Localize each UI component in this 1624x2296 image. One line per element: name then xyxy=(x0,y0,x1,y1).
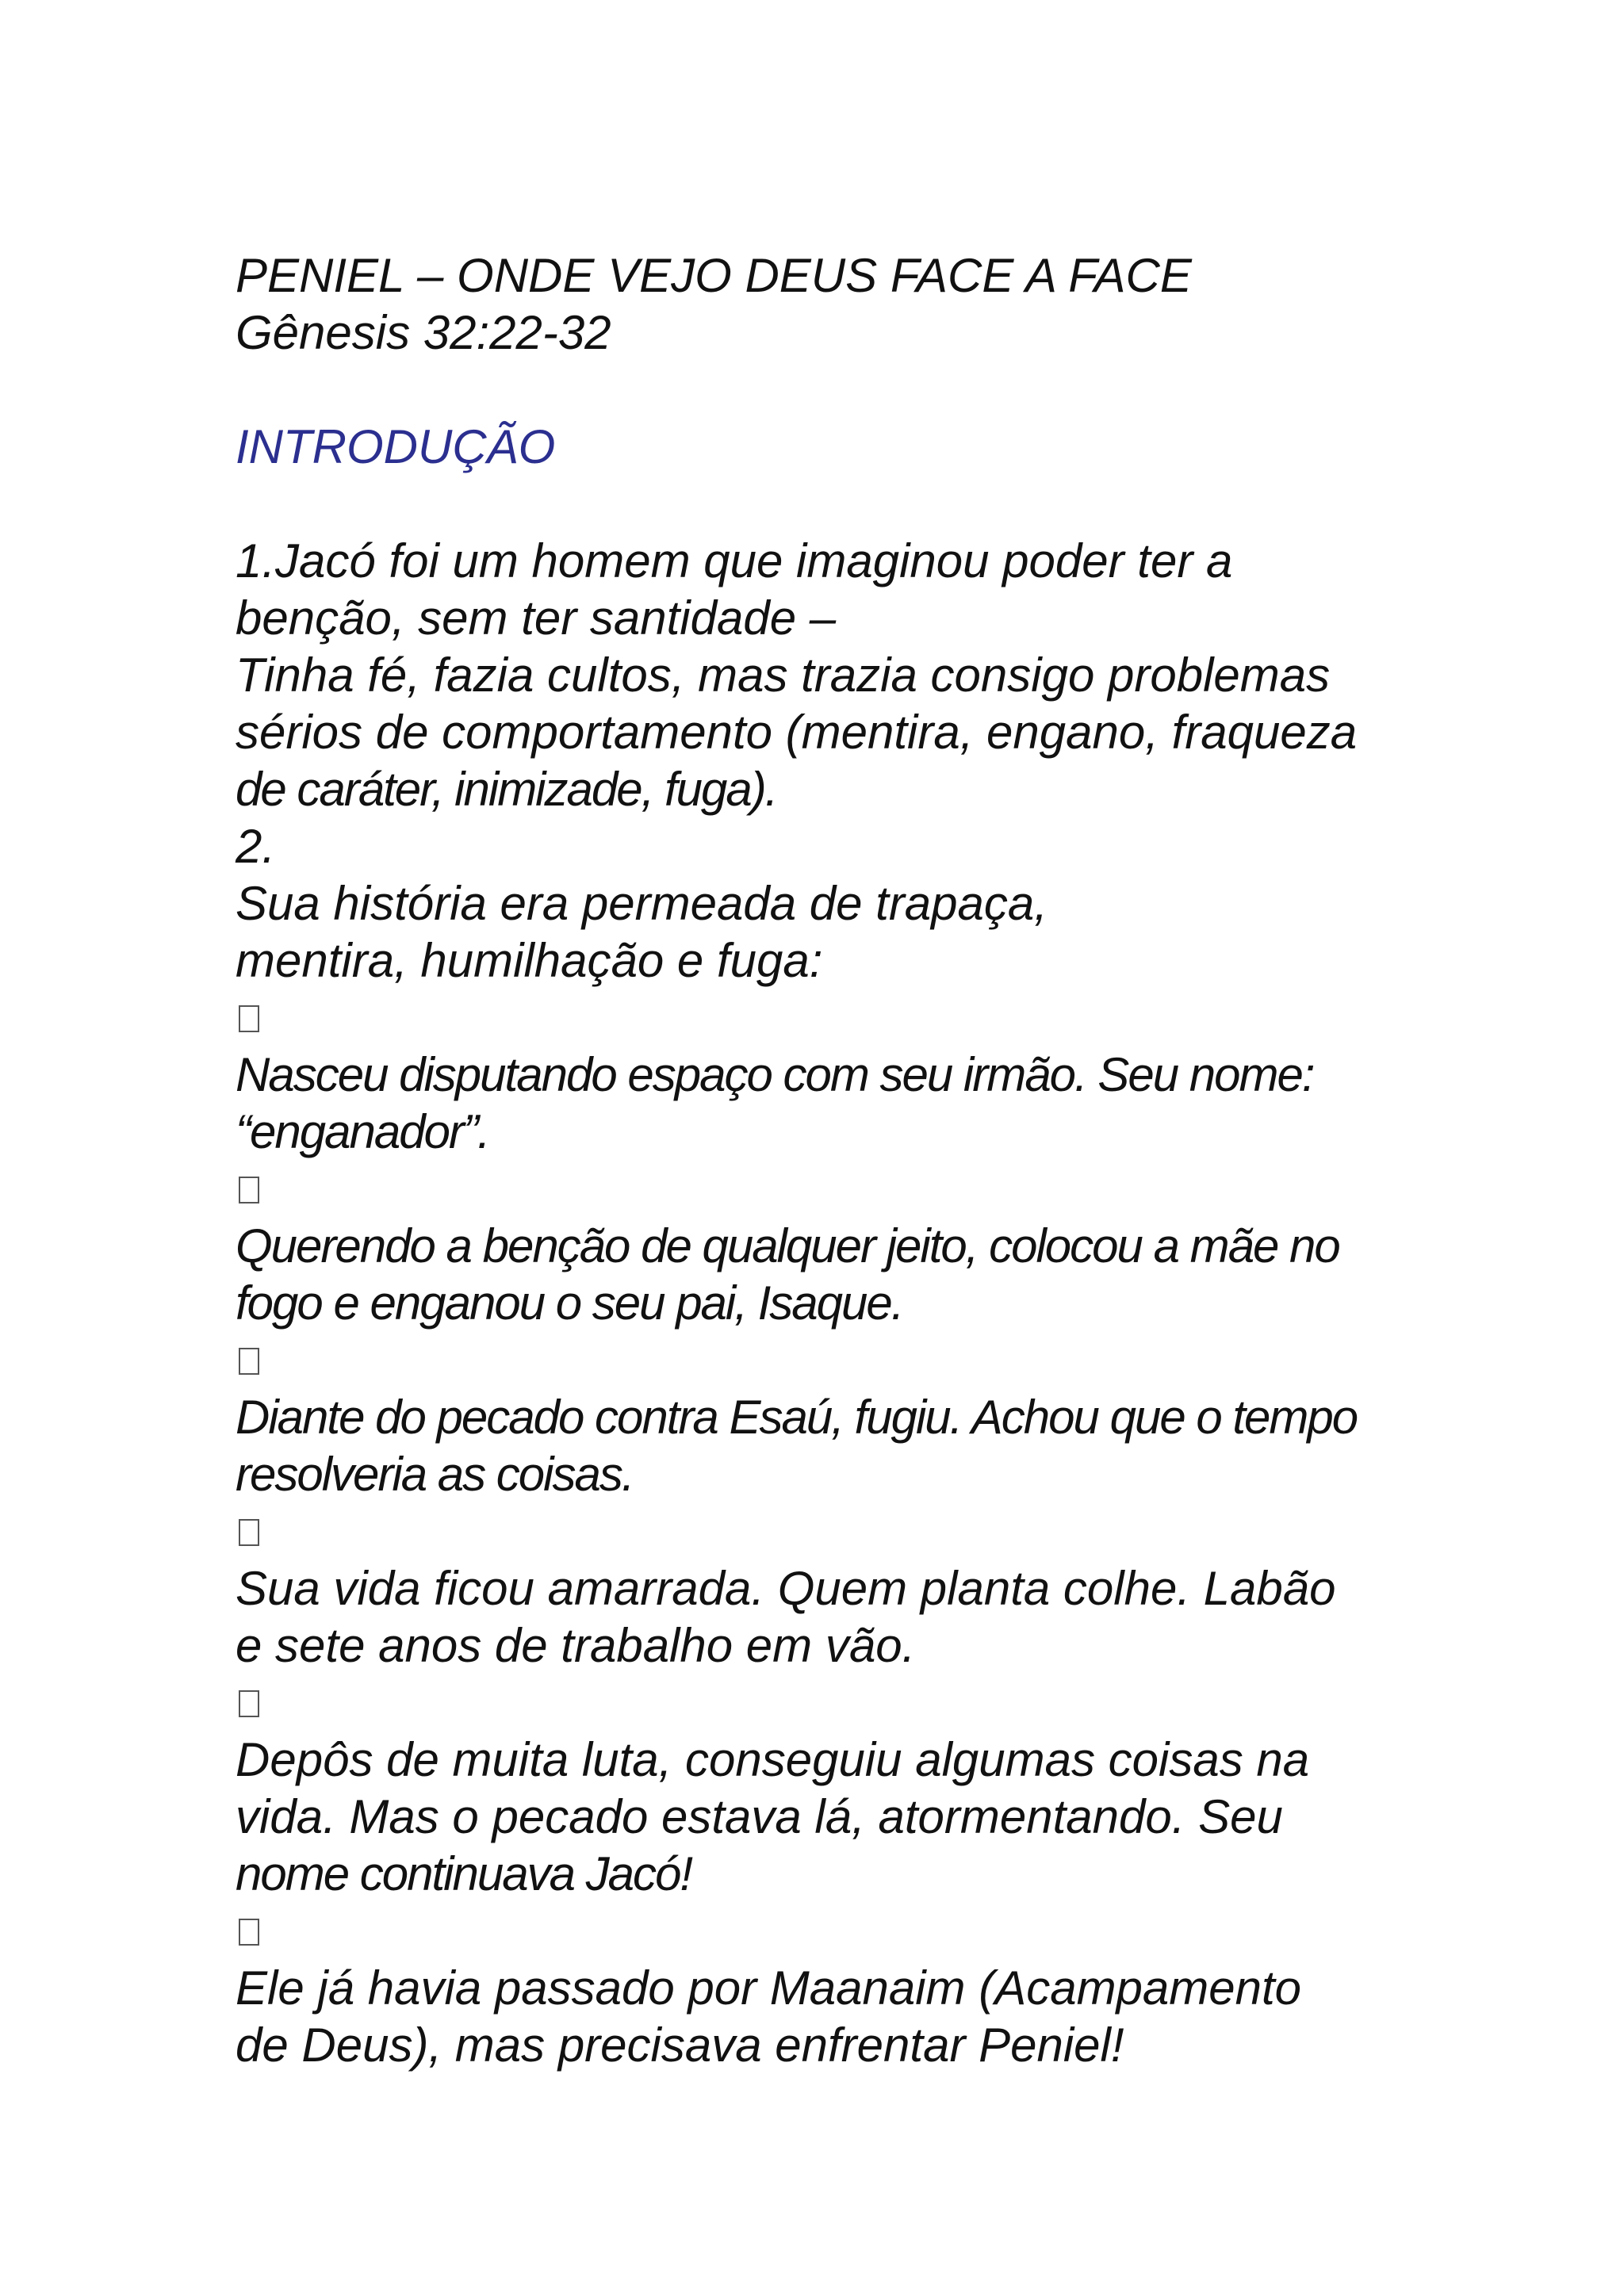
bullet-line: Querendo a benção de qualquer jeito, colocou a mãe no xyxy=(236,1219,1339,1272)
paragraph-1-line: 1.Jacó foi um homem que imaginou poder ter a xyxy=(236,534,1233,587)
item-number: 2. xyxy=(236,820,276,873)
bullet-box-icon xyxy=(236,989,1409,1047)
paragraph-2-line: Sua história era permeada de trapaça, xyxy=(236,877,1048,930)
bullet-line: Depôs de muita luta, conseguiu algumas coisas na xyxy=(236,1733,1310,1786)
bullet-line: vida. Mas o pecado estava lá, atormentando. Seu xyxy=(236,1790,1283,1843)
document-body xyxy=(236,247,1409,2074)
bullet-line: e sete anos de trabalho em vão. xyxy=(236,1619,916,1672)
bullet-box-icon xyxy=(236,1503,1409,1560)
document-title: PENIEL – ONDE VEJO DEUS FACE A FACE xyxy=(236,249,1192,302)
bullet-box-icon xyxy=(236,1903,1409,1960)
paragraph-2-line: mentira, humilhação e fuga: xyxy=(236,934,823,987)
bullet-line: fogo e enganou o seu pai, Isaque. xyxy=(236,1276,903,1330)
bullet-box-icon xyxy=(236,1161,1409,1218)
paragraph-1-line: sérios de comportamento (mentira, engano, fraqueza xyxy=(236,706,1358,759)
paragraph-1-line: benção, sem ter santidade – xyxy=(236,591,837,645)
spacer xyxy=(236,476,1409,533)
paragraph-1-line: Tinha fé, fazia cultos, mas trazia consigo problemas xyxy=(236,649,1331,702)
bullet-line: Diante do pecado contra Esaú, fugiu. Achou que o tempo xyxy=(236,1391,1358,1444)
paragraph-1-line: de caráter, inimizade, fuga). xyxy=(236,763,777,816)
bullet-line: nome continuava Jacó! xyxy=(236,1847,692,1900)
bullet-box-icon xyxy=(236,1332,1409,1389)
bullet-line: Nasceu disputando espaço com seu irmão. Seu nome: xyxy=(236,1048,1314,1101)
scripture-reference: Gênesis 32:22-32 xyxy=(236,306,611,359)
bullet-line: Ele já havia passado por Maanaim (Acampamento xyxy=(236,1961,1302,2015)
bullet-box-icon xyxy=(236,1674,1409,1732)
bullet-line: de Deus), mas precisava enfrentar Peniel! xyxy=(236,2019,1124,2072)
section-heading: INTRODUÇÃO xyxy=(236,420,556,473)
spacer xyxy=(236,362,1409,419)
bullet-line: Sua vida ficou amarrada. Quem planta colhe. Labão xyxy=(236,1562,1336,1615)
bullet-line: resolveria as coisas. xyxy=(236,1448,634,1501)
bullet-line: “enganador”. xyxy=(236,1105,489,1158)
